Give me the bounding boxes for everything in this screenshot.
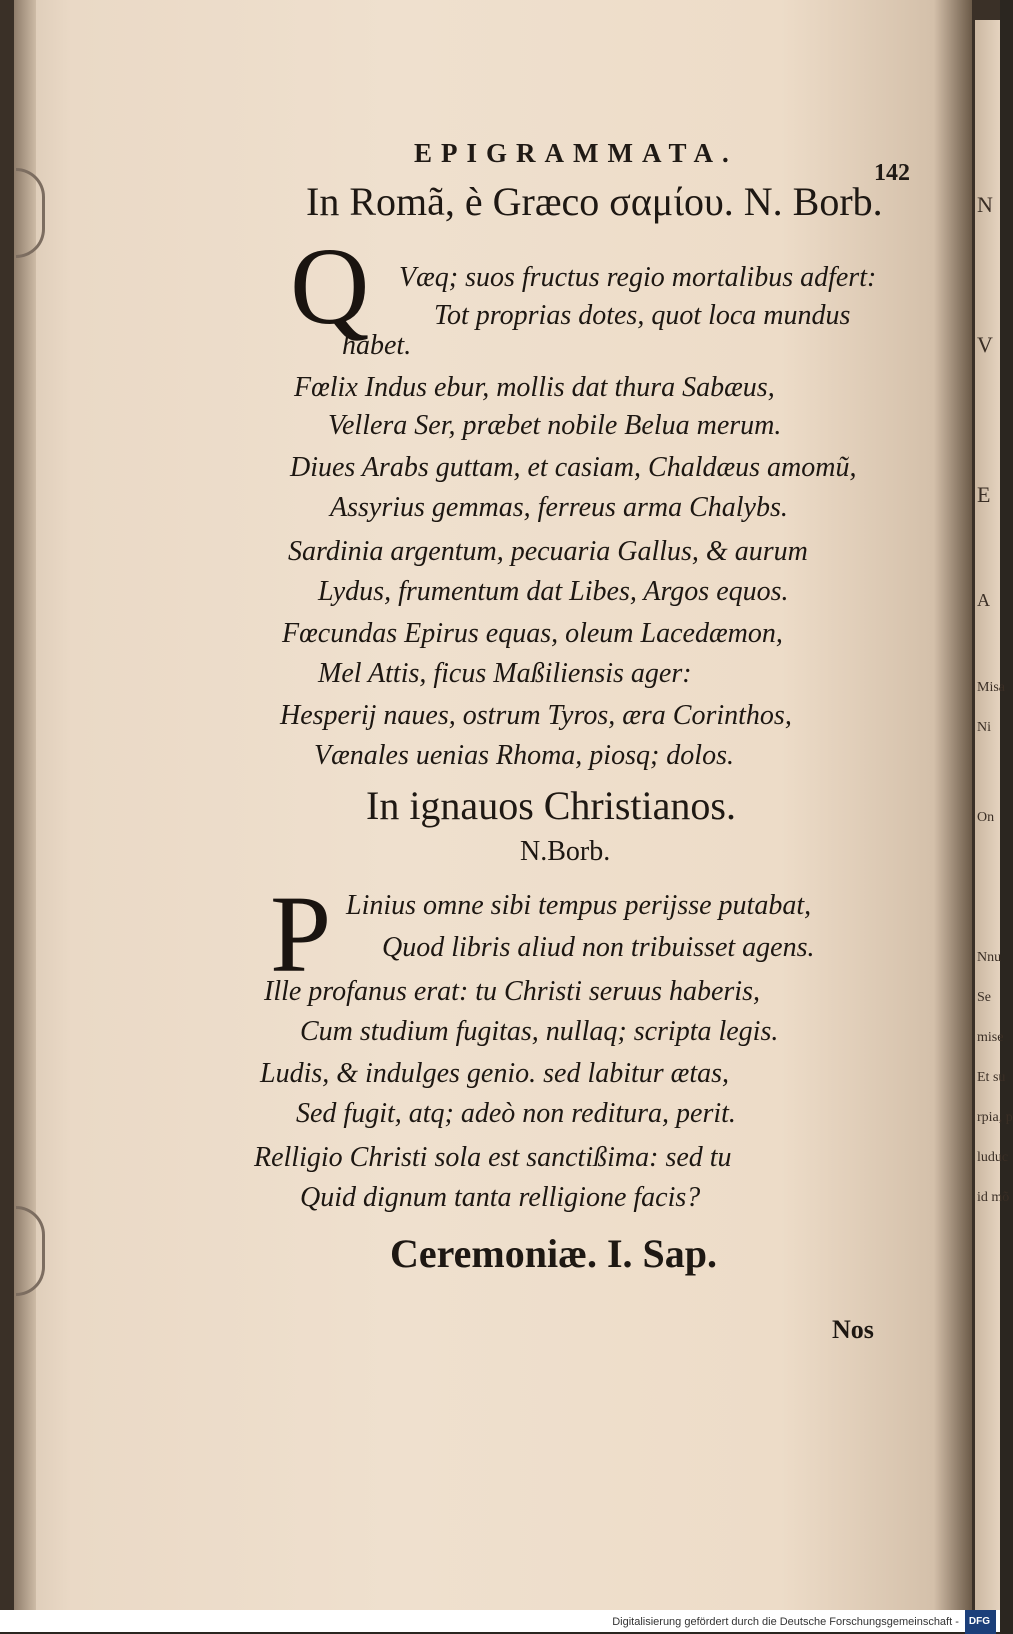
- poem1-line-4: Fœlix Indus ebur, mollis dat thura Sabæus,: [294, 372, 775, 403]
- next-page-fragment: On: [977, 810, 995, 825]
- next-page-fragment: E: [977, 482, 991, 507]
- next-page-fragment: id mõ: [977, 1190, 1010, 1205]
- book-page: [14, 0, 972, 1610]
- poem2-line-3: Ille profanus erat: tu Christi seruus haberis,: [264, 976, 760, 1007]
- poem2-title: In ignauos Christianos.: [366, 783, 736, 828]
- poem3-title: Ceremoniæ. I. Sap.: [390, 1231, 718, 1276]
- next-page-fragment: luduc: [977, 1150, 1009, 1165]
- poem1-line-12: Hesperij naues, ostrum Tyros, æra Corinthos,: [280, 700, 792, 731]
- next-page-fragment: mise: [977, 1030, 1004, 1045]
- poem1-line-3: habet.: [342, 330, 412, 361]
- poem1-line-7: Assyrius gemmas, ferreus arma Chalybs.: [330, 492, 788, 523]
- poem2-line-5: Ludis, & indulges genio. sed labitur ætas,: [260, 1058, 730, 1089]
- footer-credit: Digitalisierung gefördert durch die Deutsche Forschungsgemeinschaft -: [612, 1615, 959, 1628]
- next-page-edge: [975, 20, 1013, 1610]
- poem1-title: In Romã, è Græco σαμίου. N. Borb.: [306, 179, 883, 224]
- poem1-line-5: Vellera Ser, præbet nobile Belua merum.: [328, 410, 782, 441]
- poem1-line-1: Væq; suos fructus regio mortalibus adfert:: [399, 262, 877, 293]
- digitization-footer: [0, 1610, 1000, 1632]
- next-page-fragment: Ni: [977, 720, 991, 735]
- poem1-line-10: Fœcundas Epirus equas, oleum Lacedæmon,: [282, 618, 783, 649]
- next-page-fragment: A: [977, 590, 990, 610]
- poem1-line-2: Tot proprias dotes, quot loca mundus: [434, 300, 851, 331]
- poem2-line-1: Linius omne sibi tempus perijsse putabat,: [346, 890, 812, 921]
- poem2-line-6: Sed fugit, atq; adeò non reditura, perit.: [296, 1098, 736, 1129]
- next-page-fragment: Misa: [977, 680, 1005, 695]
- next-page-fragment: V: [977, 332, 993, 357]
- poem1-line-8: Sardinia argentum, pecuaria Gallus, & aurum: [288, 536, 808, 567]
- poem2-line-4: Cum studium fugitas, nullaq; scripta legis.: [300, 1016, 779, 1047]
- poem1-line-11: Mel Attis, ficus Maßiliensis ager:: [318, 658, 692, 689]
- next-page-fragment: rpia, p: [977, 1110, 1013, 1125]
- running-head: EPIGRAMMATA.: [414, 138, 738, 168]
- catchword: Nos: [832, 1315, 874, 1344]
- poem2-author: N.Borb.: [520, 836, 611, 867]
- dfg-logo: DFG: [965, 1610, 996, 1634]
- poem2-line-7: Relligio Christi sola est sanctißima: sed tu: [254, 1142, 732, 1173]
- next-page-fragment: N: [977, 192, 993, 217]
- poem1-line-13: Vænales uenias Rhoma, piosq; dolos.: [314, 740, 734, 771]
- page-number: 142: [874, 160, 910, 186]
- poem1-dropcap: Q: [290, 225, 370, 347]
- poem1-line-6: Diues Arabs guttam, et casiam, Chaldæus amomũ,: [290, 452, 857, 483]
- next-page-fragment: Se: [977, 990, 991, 1005]
- poem1-line-9: Lydus, frumentum dat Libes, Argos equos.: [318, 576, 789, 607]
- next-page-fragment: Et su: [977, 1070, 1006, 1085]
- poem2-line-8: Quid dignum tanta relligione facis?: [300, 1182, 701, 1213]
- next-page-fragment: Nnu: [977, 950, 1002, 965]
- poem2-line-2: Quod libris aliud non tribuisset agens.: [382, 932, 815, 963]
- poem2-dropcap: P: [270, 873, 332, 995]
